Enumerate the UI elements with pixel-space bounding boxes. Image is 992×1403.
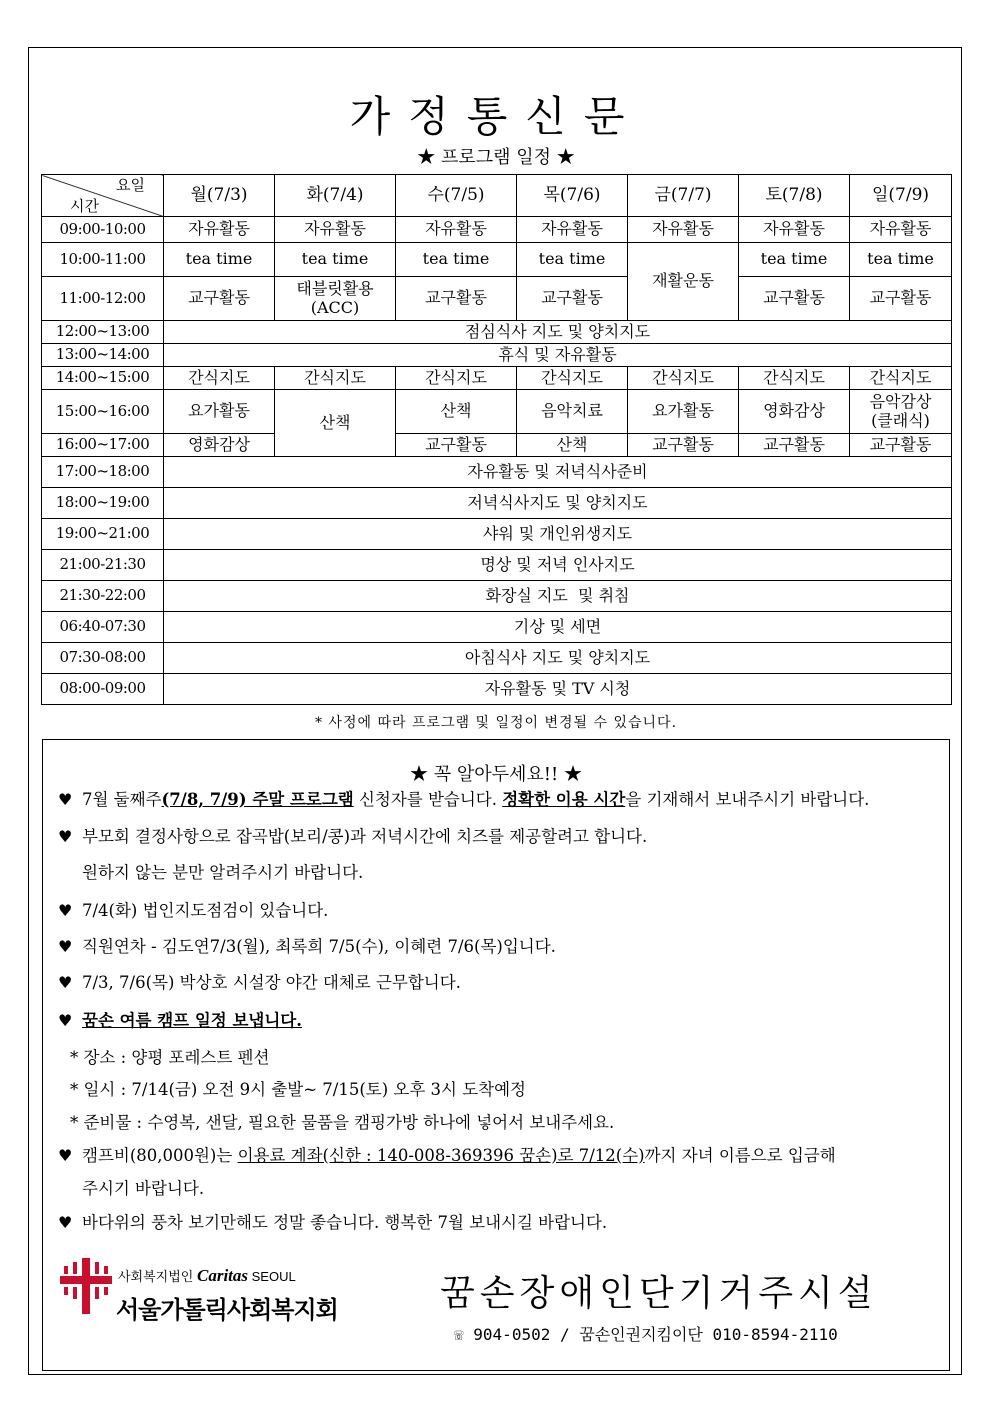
day-header: 월(7/3) [164, 175, 275, 217]
time-cell: 12:00~13:00 [42, 321, 164, 344]
time-cell: 14:00~15:00 [42, 367, 164, 390]
time-cell: 08:00-09:00 [42, 674, 164, 705]
table-row [42, 550, 952, 581]
cell: 간식지도 [275, 367, 396, 390]
cell: 자유활동 [628, 217, 739, 243]
facility-name: 꿈손장애인단기거주시설 [440, 1273, 878, 1314]
schedule-table [41, 174, 952, 705]
time-cell: 13:00~14:00 [42, 344, 164, 367]
time-cell: 11:00-12:00 [42, 277, 164, 321]
notice-item: ♥ 바다위의 풍차 보기만해도 정말 좋습니다. 행복한 7월 보내시길 바랍니다. [58, 1213, 608, 1232]
cell: 자유활동 [517, 217, 628, 243]
cell: tea time [739, 243, 850, 277]
table-row [42, 277, 952, 321]
schedule-subtitle: ★ 프로그램 일정 ★ [417, 147, 575, 168]
heart-icon: ♥ [58, 973, 73, 992]
table-row [42, 217, 952, 243]
time-cell: 18:00~19:00 [42, 488, 164, 519]
cell: 자유활동 [275, 217, 396, 243]
cell: 자유활동 [850, 217, 952, 243]
heart-icon: ♥ [58, 1011, 73, 1030]
cell: 산책 [275, 390, 396, 457]
cell: 교구활동 [628, 434, 739, 457]
day-header: 일(7/9) [850, 175, 952, 217]
caritas-cross-icon [60, 1256, 112, 1316]
cell: 교구활동 [164, 277, 275, 321]
table-row [42, 519, 952, 550]
cell: 자유활동 [164, 217, 275, 243]
time-cell: 19:00~21:00 [42, 519, 164, 550]
cell: 영화감상 [739, 390, 850, 434]
cell: 교구활동 [396, 277, 517, 321]
time-cell: 16:00~17:00 [42, 434, 164, 457]
heart-icon: ♥ [58, 937, 73, 956]
cell: tea time [164, 243, 275, 277]
contact-line: ☏ 904-0502 / 꿈손인권지킴이단 010-8594-2110 [454, 1325, 838, 1344]
cell: 화장실 지도 및 취침 [164, 581, 952, 612]
heart-icon: ♥ [58, 827, 73, 846]
cell: 자유활동 [396, 217, 517, 243]
corner-cell: 요일 시간 [42, 175, 164, 217]
heart-icon: ♥ [58, 901, 73, 920]
time-cell: 15:00~16:00 [42, 390, 164, 434]
cell: 산책 [517, 434, 628, 457]
cell: 음악치료 [517, 390, 628, 434]
cell: 휴식 및 자유활동 [164, 344, 952, 367]
notice-item: ♥ 7월 둘째주(7/8, 7/9) 주말 프로그램 신청자를 받습니다. 정확한 이용 시간을 기재해서 보내주시기 바랍니다. [58, 790, 870, 809]
notice-item: ♥ 7/3, 7/6(목) 박상호 시설장 야간 대체로 근무합니다. [58, 973, 461, 992]
page-title: 가정통신문 [349, 92, 643, 141]
table-row [42, 434, 952, 457]
notice-item: ♥ 직원연차 - 김도연7/3(월), 최록희 7/5(수), 이혜련 7/6(목)입니다. [58, 937, 556, 956]
table-row [42, 457, 952, 488]
cell: 영화감상 [164, 434, 275, 457]
notice-item: ♥ 부모회 결정사항으로 잡곡밥(보리/콩)과 저녁시간에 치즈를 제공할려고 합니다. [58, 827, 648, 846]
logo-org-name: 서울가톨릭사회복지회 [116, 1296, 338, 1324]
cell: 요가활동 [164, 390, 275, 434]
table-row [42, 612, 952, 643]
cell: tea time [517, 243, 628, 277]
day-header: 토(7/8) [739, 175, 850, 217]
cell: 교구활동 [739, 277, 850, 321]
time-cell: 06:40-07:30 [42, 612, 164, 643]
time-cell: 21:30-22:00 [42, 581, 164, 612]
notice-item: ♥ 꿈손 여름 캠프 일정 보냅니다. [58, 1011, 302, 1030]
cell: 간식지도 [628, 367, 739, 390]
cell: 산책 [396, 390, 517, 434]
time-cell: 17:00~18:00 [42, 457, 164, 488]
cell: 교구활동 [396, 434, 517, 457]
cell: 자유활동 및 저녁식사준비 [164, 457, 952, 488]
camp-detail: * 일시 : 7/14(금) 오전 9시 출발~ 7/15(토) 오후 3시 도착예정 [70, 1080, 526, 1099]
cell: 저녁식사지도 및 양치지도 [164, 488, 952, 519]
cell: 자유활동 및 TV 시청 [164, 674, 952, 705]
notice-item: ♥ 캠프비(80,000원)는 이용료 계좌(신한 : 140-008-369396 꿈손)로 7/12(수)까지 자녀 이름으로 입금해 [58, 1146, 836, 1165]
day-header: 수(7/5) [396, 175, 517, 217]
notice-item-continued: 원하지 않는 분만 알려주시기 바랍니다. [82, 863, 364, 882]
time-cell: 07:30-08:00 [42, 643, 164, 674]
notice-item: ♥ 7/4(화) 법인지도점검이 있습니다. [58, 901, 329, 920]
cell: tea time [275, 243, 396, 277]
time-cell: 21:00-21:30 [42, 550, 164, 581]
table-row [42, 643, 952, 674]
camp-detail: * 장소 : 양평 포레스트 펜션 [70, 1048, 270, 1067]
cell: 간식지도 [850, 367, 952, 390]
cell: 교구활동 [517, 277, 628, 321]
logo-brand-line: 사회복지법인 Caritas SEOUL [118, 1266, 296, 1285]
cell: tea time [396, 243, 517, 277]
schedule-note: * 사정에 따라 프로그램 및 일정이 변경될 수 있습니다. [314, 715, 678, 731]
day-header: 금(7/7) [628, 175, 739, 217]
table-header-row [42, 175, 952, 217]
cell: tea time [850, 243, 952, 277]
cell: 점심식사 지도 및 양치지도 [164, 321, 952, 344]
table-row [42, 243, 952, 277]
table-row [42, 321, 952, 344]
cell: 명상 및 저녁 인사지도 [164, 550, 952, 581]
table-row [42, 581, 952, 612]
time-cell: 10:00-11:00 [42, 243, 164, 277]
cell: 음악감상 (클래식) [850, 390, 952, 434]
cell: 기상 및 세면 [164, 612, 952, 643]
cell: 교구활동 [739, 434, 850, 457]
heart-icon: ♥ [58, 1213, 73, 1232]
cell: 샤워 및 개인위생지도 [164, 519, 952, 550]
table-row [42, 674, 952, 705]
notice-title: ★ 꼭 알아두세요!! ★ [410, 764, 582, 785]
cell: 태블릿활용 (ACC) [275, 277, 396, 321]
cell: 간식지도 [164, 367, 275, 390]
heart-icon: ♥ [58, 1146, 73, 1165]
camp-detail: * 준비물 : 수영복, 샌달, 필요한 물품을 캠핑가방 하나에 넣어서 보내주세요. [70, 1113, 615, 1132]
cell: 교구활동 [850, 434, 952, 457]
time-cell: 09:00-10:00 [42, 217, 164, 243]
cell: 간식지도 [396, 367, 517, 390]
table-row [42, 367, 952, 390]
cell: 간식지도 [739, 367, 850, 390]
cell: 아침식사 지도 및 양치지도 [164, 643, 952, 674]
table-row [42, 344, 952, 367]
heart-icon: ♥ [58, 790, 73, 809]
table-row [42, 488, 952, 519]
cell: 요가활동 [628, 390, 739, 434]
day-header: 목(7/6) [517, 175, 628, 217]
notice-item-continued: 주시기 바랍니다. [82, 1179, 205, 1198]
cell: 교구활동 [850, 277, 952, 321]
cell: 자유활동 [739, 217, 850, 243]
table-row [42, 390, 952, 434]
day-header: 화(7/4) [275, 175, 396, 217]
cell: 재활운동 [628, 243, 739, 321]
cell: 간식지도 [517, 367, 628, 390]
phone-icon: ☏ [454, 1325, 464, 1344]
